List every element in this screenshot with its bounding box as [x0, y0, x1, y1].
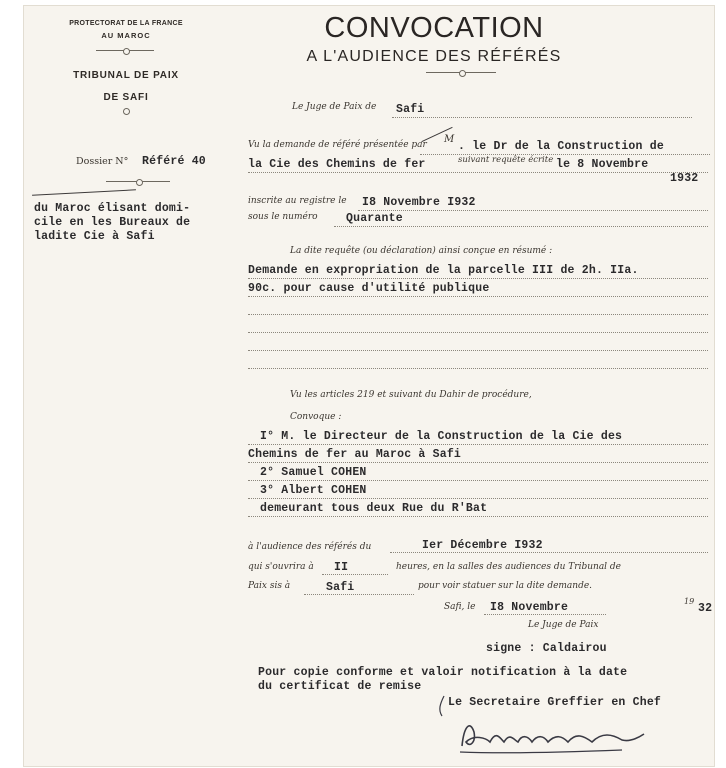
demand-dotted-line-2: [248, 172, 708, 173]
summary-dotted-line-6: [248, 368, 708, 369]
pen-tick-mark: [434, 694, 450, 718]
summary-dotted-line-2: [248, 296, 708, 297]
convoque-dotted-line-2: [248, 462, 708, 463]
judge-label: Le Juge de Paix de: [292, 102, 377, 112]
document-title: CONVOCATION: [324, 12, 544, 44]
convoque-line-1: I° M. le Directeur de la Construction de la Cie des: [260, 430, 623, 443]
signature-signed-line: signe : Caldairou: [486, 642, 607, 655]
tribunal-line-1: TRIBUNAL DE PAIX: [73, 70, 179, 81]
audience-label-2b: heures, en la salles des audiences du Tribunal de: [396, 562, 622, 572]
summary-line-1: Demande en expropriation de la parcelle III de 2h. IIa.: [248, 264, 639, 277]
convoque-dotted-line-3: [248, 480, 708, 481]
header-ornament-left-2: [110, 110, 140, 111]
dossier-label: Dossier N°: [76, 156, 129, 167]
copy-note-greffier: Le Secretaire Greffier en Chef: [448, 696, 662, 709]
audience-place: Safi: [326, 581, 355, 594]
summary-dotted-line-4: [248, 332, 708, 333]
copy-note-line-2: du certificat de remise: [258, 680, 422, 693]
judge-dotted-line: [392, 117, 692, 118]
judge-value: Safi: [396, 103, 425, 116]
audience-label-2a: qui s'ouvrira à: [248, 562, 314, 572]
summary-dotted-line-1: [248, 278, 708, 279]
title-ornament: [426, 72, 496, 73]
audience-dotted-line-1: [390, 552, 708, 553]
articles-text: Vu les articles 219 et suivant du Dahir de procédure,: [290, 390, 532, 400]
summary-label: La dite requête (ou déclaration) ainsi conçue en résumé :: [290, 246, 553, 256]
audience-label-1: à l'audience des référés du: [248, 542, 372, 552]
signature-date: I8 Novembre: [490, 601, 569, 614]
convoque-dotted-line-4: [248, 498, 708, 499]
registry-dotted-line-2: [334, 226, 708, 227]
audience-dotted-line-2: [322, 574, 388, 575]
convoque-dotted-line-5: [248, 516, 708, 517]
audience-dotted-line-3: [304, 594, 414, 595]
summary-line-2: 90c. pour cause d'utilité publique: [248, 282, 490, 295]
convoque-line-2: Chemins de fer au Maroc à Safi: [248, 448, 462, 461]
document-subtitle: A L'AUDIENCE DES RÉFÉRÉS: [306, 48, 562, 65]
summary-dotted-line-5: [248, 350, 708, 351]
dossier-value: Référé 40: [142, 155, 206, 168]
registry-number-label: sous le numéro: [248, 212, 318, 222]
registry-number: Quarante: [346, 212, 403, 225]
protectorate-line-1: PROTECTORAT DE LA FRANCE: [69, 20, 183, 27]
audience-label-3a: Paix sis à: [248, 581, 291, 591]
signature-place-label: Safi, le: [444, 602, 476, 612]
convoque-label: Convoque :: [290, 412, 342, 422]
document-sheet: [24, 6, 714, 766]
demand-typed-line-2: la Cie des Chemins de fer: [248, 158, 426, 171]
copy-note-line-1: Pour copie conforme et valoir notification à la date: [258, 666, 628, 679]
registry-label: inscrite au registre le: [248, 196, 347, 206]
dossier-ornament: [106, 181, 170, 182]
demand-label: Vu la demande de référé présentée par: [248, 140, 427, 150]
demand-requete-label: suivant requête écrite: [458, 155, 554, 165]
margin-note-line-3: ladite Cie à Safi: [34, 230, 155, 243]
protectorate-line-2: AU MAROC: [101, 31, 151, 40]
handwritten-signature: [452, 712, 652, 756]
signature-judge-label: Le Juge de Paix: [528, 620, 599, 630]
margin-note-mark: [32, 189, 136, 195]
convoque-line-5: demeurant tous deux Rue du R'Bat: [260, 502, 488, 515]
registry-date: I8 Novembre I932: [362, 196, 476, 209]
demand-m-label: M: [444, 134, 455, 145]
margin-note-line-1: du Maroc élisant domi-: [34, 202, 191, 215]
demand-date-part-1: le 8 Novembre: [556, 158, 649, 171]
demand-date-part-2: 1932: [670, 172, 699, 185]
convoque-dotted-line-1: [248, 444, 708, 445]
margin-note-line-2: cile en les Bureaux de: [34, 216, 191, 229]
convoque-line-3: 2° Samuel COHEN: [260, 466, 367, 479]
signature-dotted-line: [484, 614, 606, 615]
audience-date: Ier Décembre I932: [422, 539, 543, 552]
audience-label-3b: pour voir statuer sur la dite demande.: [418, 581, 593, 591]
audience-hour: II: [334, 561, 349, 574]
summary-dotted-line-3: [248, 314, 708, 315]
tribunal-line-2: DE SAFI: [103, 92, 149, 103]
convoque-line-4: 3° Albert COHEN: [260, 484, 367, 497]
registry-dotted-line-1: [358, 210, 708, 211]
signature-year-prefix: 19: [684, 597, 695, 606]
demand-typed-line-1: . le Dr de la Construction de: [458, 140, 664, 153]
signature-year-suffix: 32: [698, 602, 713, 615]
